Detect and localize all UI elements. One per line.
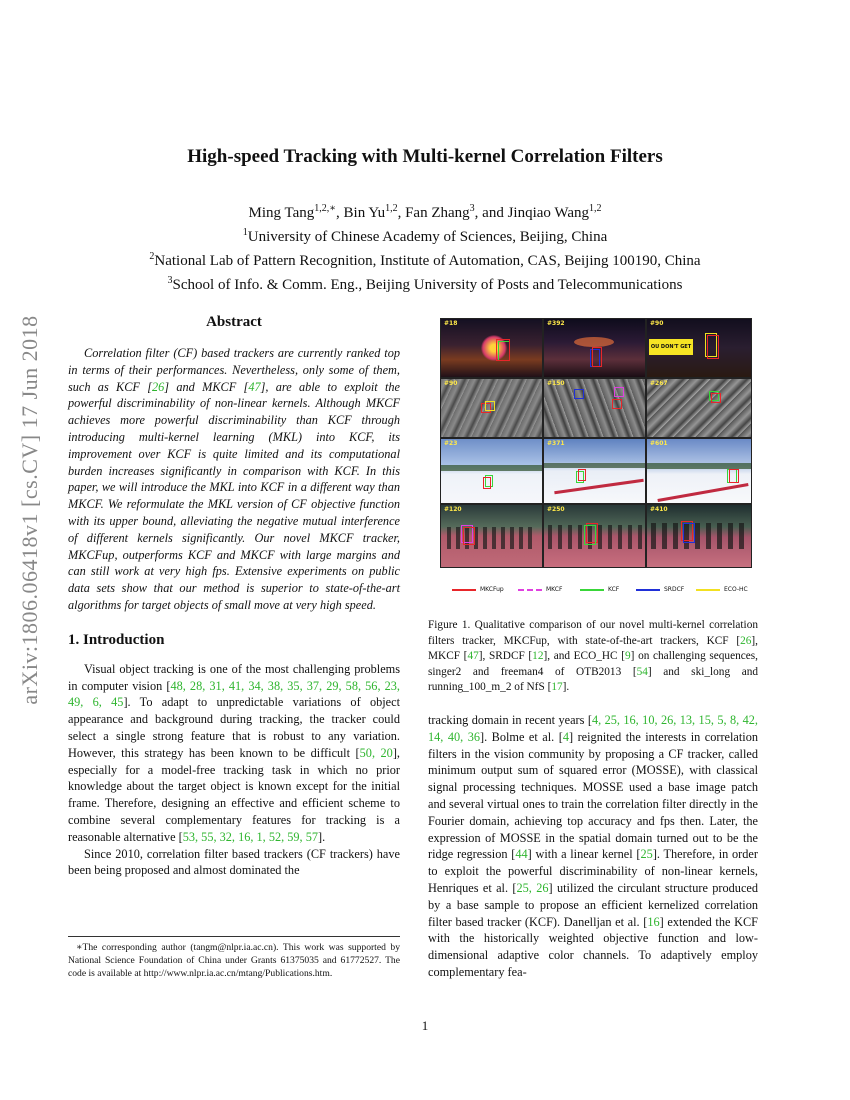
legend-swatch <box>696 589 720 591</box>
footnote <box>68 936 400 980</box>
arxiv-identifier <box>10 300 50 720</box>
frame-number: #392 <box>547 320 565 327</box>
affiliation-sup: 3 <box>167 275 173 286</box>
frame-number: #90 <box>650 320 664 327</box>
citation-link[interactable]: 4 <box>562 729 569 744</box>
frame-number: #267 <box>650 380 668 387</box>
legend-swatch <box>580 589 604 591</box>
frame-number: #23 <box>444 440 458 447</box>
citation-link[interactable]: 50, 20 <box>359 745 393 760</box>
figure-1-image-grid <box>440 318 750 582</box>
frame-number: #120 <box>444 506 462 513</box>
frame-number: #90 <box>444 380 458 387</box>
frame-panel <box>646 318 752 378</box>
abstract-heading: Abstract <box>206 314 262 330</box>
affiliation-text: School of Info. & Comm. Eng., Beijing University of Posts and Telecommunications <box>172 277 683 293</box>
intro-paragraph: Visual object tracking is one of the most challenging problems in computer vision [48, 28, 31, 41, 34, 38, 35, 37, 29, 58, 56, 23, 49, 6, 45]. To adapt to unpredictable variations of object appearance and background during tracking, the tracker could select a single strong feature that is robust to any variation. However, this strategy has been known to be difficult [50, 20], especially for a model-free tracking task in which no prior knowledge about the target object is known except for the initial frame. Therefore, designing an effective and efficient scheme to combine several complementary features for tracking is a reasonable alternative [53, 55, 32, 16, 1, 52, 59, 57]. <box>68 661 400 844</box>
legend-item <box>518 586 562 593</box>
frame-number: #371 <box>547 440 565 447</box>
citation-link[interactable]: 47 <box>467 650 479 663</box>
legend-label: MKCFup <box>480 586 504 593</box>
stage-banner: OU DON'T GET <box>649 339 693 355</box>
frame-panel <box>543 378 646 438</box>
author-sup: 1,2,∗ <box>314 203 337 214</box>
author-sup: 1,2 <box>589 203 602 214</box>
frame-number: #410 <box>650 506 668 513</box>
citation-link[interactable]: 25 <box>640 847 653 862</box>
frame-number: #18 <box>444 320 458 327</box>
author-block <box>0 199 850 295</box>
citation-link[interactable]: 4, 25, 16, 10, 26, 13, 15, 5, 8, 42, 14, 40, 36 <box>428 712 758 744</box>
figure-legend <box>440 586 750 600</box>
frame-number: #601 <box>650 440 668 447</box>
citation-link[interactable]: 48, 28, 31, 41, 34, 38, 35, 37, 29, 58, 56, 23, 49, 6, 45 <box>68 678 400 710</box>
section-heading-introduction: 1. Introduction <box>68 631 165 648</box>
author-names <box>0 199 850 223</box>
legend-label: MKCF <box>546 586 563 593</box>
frame-panel <box>543 318 646 378</box>
frame-panel <box>440 318 543 378</box>
citation-link[interactable]: 53, 55, 32, 16, 1, 52, 59, 57 <box>182 829 318 844</box>
frame-panel <box>440 438 543 504</box>
citation-link[interactable]: 44 <box>515 847 528 862</box>
left-column <box>68 314 400 879</box>
frame-panel <box>543 504 646 568</box>
legend-label: SRDCF <box>664 586 685 593</box>
paper-title: High-speed Tracking with Multi-kernel Correlation Filters <box>187 146 663 167</box>
legend-item <box>580 586 619 593</box>
legend-label: ECO-HC <box>724 586 748 593</box>
affiliation-text: University of Chinese Academy of Sciences, Beijing, China <box>247 229 608 245</box>
footnote-text: ∗The corresponding author (tangm@nlpr.ia.ac.cn). This work was supported by National Science Foundation of China under Grants 61375035 and 61772527. The code is available at http://www.nlpr.ia.ac.cn/mtang/Publications.htm. <box>68 942 400 979</box>
right-column <box>428 318 758 981</box>
frame-panel <box>646 378 752 438</box>
affiliation-sup: 2 <box>149 251 155 262</box>
citation-link[interactable]: 25, 26 <box>516 880 549 895</box>
citation-link[interactable]: 17 <box>551 681 563 694</box>
affiliation <box>0 247 850 271</box>
citation-link[interactable]: 16 <box>647 914 660 929</box>
affiliation-sup: 1 <box>242 227 248 238</box>
body-paragraph: tracking domain in recent years [4, 25, 16, 10, 26, 13, 15, 5, 8, 42, 14, 40, 36]. Bolme et al. [4] reignited the interests in correlation filters in the vision community by proposing a CF tracker, called minimum output sum of squared error (MOSSE), with classical signal processing techniques. MOSSE used a base image patch and several virtual ones to train the correlation filter directly in the Fourier domain, achieving top accuracy and fps then. Later, the expression of MOSSE in the spatial domain turned out to be the ridge regression [44] with a linear kernel [25]. Therefore, in order to exploit the powerful discriminability of non-linear kernels, Henriques et al. [25, 26] utilized the circulant structure produced by a base sample to propose an efficient kernelized correlation filter based tracker (KCF). Danelljan et al. [16] extended the KCF with the historically weighted objective function and low-dimensional adaptive color channels. To adaptively employ complementary fea- <box>428 712 759 979</box>
right-column-text <box>428 712 758 981</box>
citation-link[interactable]: 26 <box>152 379 165 394</box>
arxiv-identifier-text: arXiv:1806.06418v1 [cs.CV] 17 Jun 2018 <box>17 315 42 705</box>
author-name: Ming Tang <box>248 205 315 221</box>
page-number: 1 <box>421 1018 429 1033</box>
frame-number: #250 <box>547 506 565 513</box>
figure-caption: Figure 1. Qualitative comparison of our novel multi-kernel correlation filters tracker, MKCFup, with state-of-the-art trackers, KCF [26], MKCF [47], SRDCF [12], and ECO_HC [9] on challenging sequences, singer2 and freeman4 of OTB2013 [54] and ski_long and running_100_m_2 of NfS [17]. <box>428 619 758 694</box>
citation-link[interactable]: 47 <box>248 379 261 394</box>
legend-swatch <box>636 589 660 591</box>
affiliation <box>0 223 850 247</box>
author-name: , and Jinqiao Wang <box>474 205 590 221</box>
legend-item <box>452 586 504 593</box>
affiliation <box>0 271 850 295</box>
legend-item <box>696 586 748 593</box>
author-name: , Fan Zhang <box>397 205 470 221</box>
frame-panel <box>440 504 543 568</box>
author-name: , Bin Yu <box>336 205 386 221</box>
frame-panel <box>543 438 646 504</box>
citation-link[interactable]: 9 <box>625 650 631 663</box>
legend-swatch <box>518 589 542 591</box>
author-sup: 1,2 <box>385 203 398 214</box>
frame-number: #150 <box>547 380 565 387</box>
citation-link[interactable]: 54 <box>636 665 648 678</box>
citation-link[interactable]: 12 <box>532 650 544 663</box>
frame-panel <box>646 504 752 568</box>
frame-panel <box>646 438 752 504</box>
intro-paragraph: Since 2010, correlation filter based trackers (CF trackers) have been being proposed and almost dominated the <box>68 846 400 878</box>
affiliation-text: National Lab of Pattern Recognition, Institute of Automation, CAS, Beijing 100190, China <box>154 253 701 269</box>
abstract-text: Correlation filter (CF) based trackers are currently ranked top in terms of their performances. Nevertheless, only some of them, such as KCF [26] and MKCF [47], are able to exploit the powerful discriminability of non-linear kernels. Although MKCF achieves more powerful discriminability than KCF through introducing multi-kernel learning (MKL) into KCF, its improvement over KCF is quite limited and its computational burden increases significantly in comparison with KCF. In this paper, we will introduce the MKL into KCF in a different way than MKCF. We reformulate the MKL version of CF objective function with its upper bound, alleviating the negative mutual interference of different kernels significantly. Our novel MKCF tracker, MKCFup, outperforms KCF and MKCF with large margins and can still work at very high fps. Extensive experiments on public data sets show that our method is superior to state-of-the-art algorithms for target objects of small move at very high speed. <box>68 346 400 612</box>
author-sup: 3 <box>469 203 475 214</box>
legend-label: KCF <box>608 586 620 593</box>
legend-swatch <box>452 589 476 591</box>
frame-panel <box>440 378 543 438</box>
legend-item <box>636 586 684 593</box>
citation-link[interactable]: 26 <box>740 634 752 647</box>
